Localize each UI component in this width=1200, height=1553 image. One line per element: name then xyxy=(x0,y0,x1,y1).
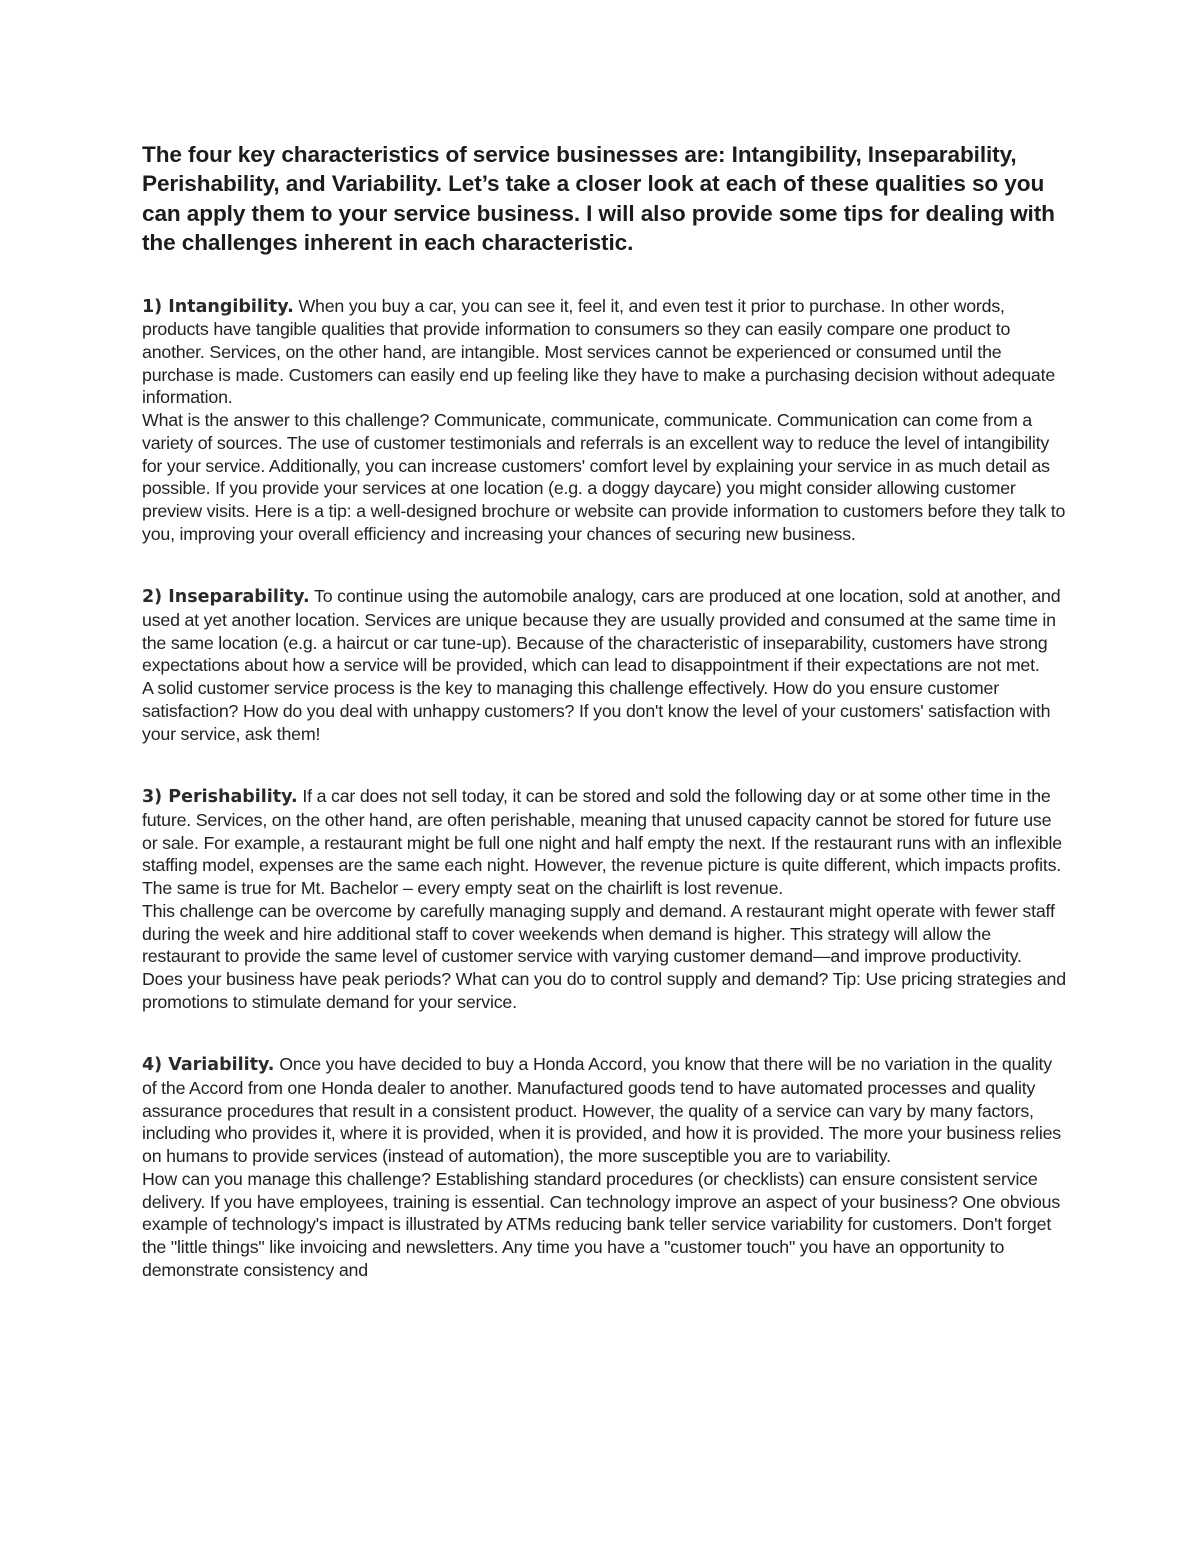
section-heading: 4) Variability. xyxy=(142,1055,275,1076)
section-followup: A solid customer service process is the key to managing this challenge effectively. How do you ensure customer satisfaction? How do you deal with unhappy customers? If you don't know the level of your customers' satisfaction with your service, ask them! xyxy=(142,678,1051,744)
section-followup: What is the answer to this challenge? Communicate, communicate, communicate. Communication can come from a variety of sources. The use of customer testimonials and referrals is an excellent way to reduce the level of intangibility for your service. Additionally, you can increase customers' comfort level by explaining your service in as much detail as possible. If you provide your services at one location (e.g. a doggy daycare) you might consider allowing customer preview visits. Here is a tip: a well-designed brochure or website can provide information to customers before they talk to you, improving your overall efficiency and increasing your chances of securing new business. xyxy=(142,410,1066,544)
section-variability xyxy=(142,1053,1067,1281)
section-text: To continue using the automobile analogy, cars are produced at one location, sold at another, and used at yet another location. Services are unique because they are usually provided and consumed at the same time in the same location (e.g. a haircut or car tune-up). Because of the characteristic of inseparability, customers have strong expectations about how a service will be provided, which can lead to disappointment if their expectations are not met. xyxy=(142,586,1061,676)
intro-paragraph: The four key characteristics of service businesses are: Intangibility, Inseparability, Perishability, and Variability. Let’s take a closer look at each of these qualities so you can apply them to your service business. I will also provide some tips for dealing with the challenges inherent in each characteristic. xyxy=(142,142,1055,256)
section-inseparability xyxy=(142,585,1067,745)
section-heading: 1) Intangibility. xyxy=(142,296,294,317)
section-paragraph xyxy=(142,295,1067,410)
section-paragraph xyxy=(142,1053,1067,1168)
section-followup: This challenge can be overcome by carefully managing supply and demand. A restaurant might operate with fewer staff during the week and hire additional staff to cover weekends when demand is higher. This strategy will allow the restaurant to provide the same level of customer service with varying customer demand—and improve productivity. Does your business have peak periods? What can you do to control supply and demand? Tip: Use pricing strategies and promotions to stimulate demand for your service. xyxy=(142,900,1066,1012)
section-followup: How can you manage this challenge? Establishing standard procedures (or checklists) can ensure consistent service delivery. If you have employees, training is essential. Can technology improve an aspect of your business? One obvious example of technology's impact is illustrated by ATMs reducing bank teller service variability for customers. Don't forget the "little things" like invoicing and newsletters. Any time you have a "customer touch" you have an opportunity to demonstrate consistency and xyxy=(142,1168,1061,1280)
section-heading: 2) Inseparability. xyxy=(142,587,310,608)
document-page xyxy=(142,140,1067,1321)
section-intangibility xyxy=(142,295,1067,546)
section-text: If a car does not sell today, it can be stored and sold the following day or at some other time in the future. Services, on the other hand, are often perishable, meaning that unused capacity cannot be stored for future use or sale. For example, a restaurant might be full one night and half empty the next. If the restaurant runs with an inflexible staffing model, expenses are the same each night. However, the revenue picture is quite different, which impacts profits. The same is true for Mt. Bachelor – every empty seat on the chairlift is lost revenue. xyxy=(142,786,1062,899)
section-perishability xyxy=(142,785,1067,1013)
section-text: Once you have decided to buy a Honda Accord, you know that there will be no variation in the quality of the Accord from one Honda dealer to another. Manufactured goods tend to have automated processes and quality assurance procedures that result in a consistent product. However, the quality of a service can vary by many factors, including who provides it, where it is provided, when it is provided, and how it is provided. The more your business relies on humans to provide services (instead of automation), the more susceptible you are to variability. xyxy=(142,1054,1061,1167)
section-paragraph xyxy=(142,785,1067,900)
section-text: When you buy a car, you can see it, feel it, and even test it prior to purchase. In other words, products have tangible qualities that provide information to consumers so they can easily compare one product to another. Services, on the other hand, are intangible. Most services cannot be experienced or consumed until the purchase is made. Customers can easily end up feeling like they have to make a purchasing decision without adequate information. xyxy=(142,295,1056,408)
section-heading: 3) Perishability. xyxy=(142,787,298,808)
section-paragraph xyxy=(142,585,1067,677)
